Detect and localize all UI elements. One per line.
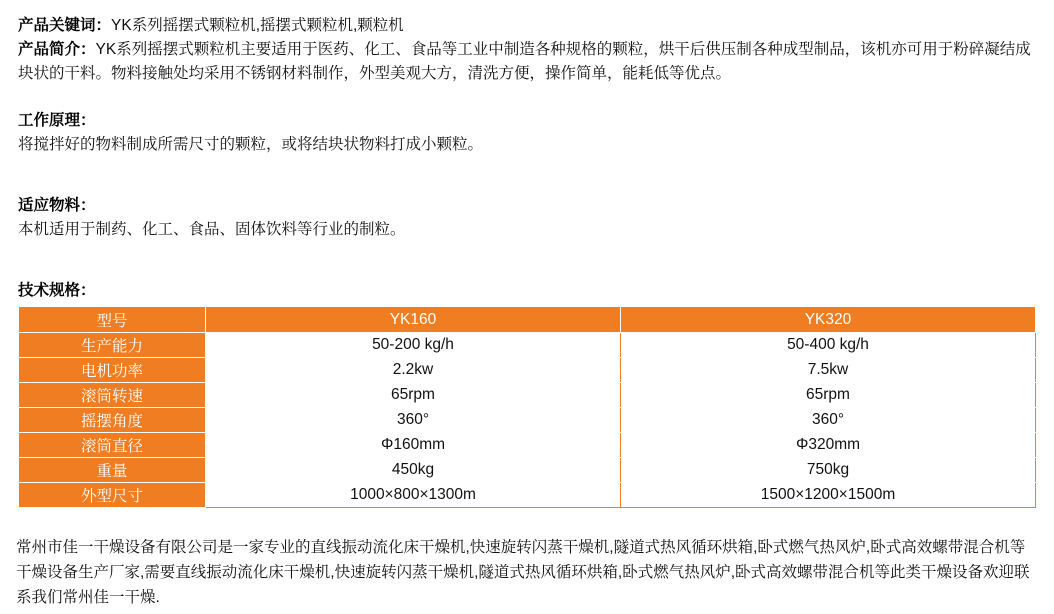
row-label: 滚筒转速 xyxy=(19,383,206,408)
row-value-yk320: 65rpm xyxy=(621,383,1036,408)
intro-value: YK系列摇摆式颗粒机主要适用于医药、化工、食品等工业中制造各种规格的颗粒，烘干后供压制各种成型制品，该机亦可用于粉碎凝结成块状的干料。物料接触处均采用不锈钢材料制作，外型美观大方，清洗方便，操作简单，能耗低等优点。 xyxy=(18,41,1031,83)
specs-table xyxy=(18,306,1036,508)
keywords-value: YK系列摇摆式颗粒机,摇摆式颗粒机,颗粒机 xyxy=(111,17,404,34)
table-row xyxy=(19,383,1036,408)
row-label: 滚筒直径 xyxy=(19,433,206,458)
header-cell-model: 型号 xyxy=(19,307,206,333)
spacer xyxy=(0,157,1054,179)
company-footer-text: 常州市佳一干燥设备有限公司是一家专业的直线振动流化床干燥机,快速旋转闪蒸干燥机,隧道式热风循环烘箱,卧式燃气热风炉,卧式高效螺带混合机等干燥设备生产厂家,需要直线振动流化床干燥机,快速旋转闪蒸干燥机,隧道式热风循环烘箱,卧式燃气热风炉,卧式高效螺带混合机等此类干燥设备欢迎联系我们常州佳一干燥. xyxy=(16,539,1030,606)
materials-text: 本机适用于制药、化工、食品、固体饮料等行业的制粒。 xyxy=(18,221,406,239)
row-value-yk160: 1000×800×1300m xyxy=(206,483,621,508)
table-header-row xyxy=(19,307,1036,333)
spacer xyxy=(0,86,1054,108)
row-value-yk320: 1500×1200×1500m xyxy=(621,483,1036,508)
specs-title: 技术规格： xyxy=(18,282,96,300)
row-label: 电机功率 xyxy=(19,358,206,383)
principle-text: 将搅拌好的物料制成所需尺寸的颗粒，或将结块状物料打成小颗粒。 xyxy=(18,136,484,154)
spacer xyxy=(0,179,1054,193)
materials-title: 适应物料： xyxy=(18,197,96,215)
row-value-yk320: 750kg xyxy=(621,458,1036,483)
table-row xyxy=(19,433,1036,458)
header-cell-yk320: YK320 xyxy=(621,307,1036,333)
row-value-yk320: 360° xyxy=(621,408,1036,433)
table-row xyxy=(19,358,1036,383)
row-value-yk320: 7.5kw xyxy=(621,358,1036,383)
row-value-yk320: Φ320mm xyxy=(621,433,1036,458)
table-row xyxy=(19,458,1036,483)
row-value-yk160: 450kg xyxy=(206,458,621,483)
specs-section-title-wrap xyxy=(0,278,1054,300)
row-value-yk160: 50-200 kg/h xyxy=(206,333,621,358)
spacer xyxy=(0,264,1054,278)
intro-label: 产品简介： xyxy=(18,41,96,59)
table-row xyxy=(19,408,1036,433)
row-value-yk160: Φ160mm xyxy=(206,433,621,458)
table-row xyxy=(19,333,1036,358)
row-value-yk160: 2.2kw xyxy=(206,358,621,383)
principle-section xyxy=(0,108,1054,157)
row-value-yk320: 50-400 kg/h xyxy=(621,333,1036,358)
row-label: 重量 xyxy=(19,458,206,483)
principle-title: 工作原理： xyxy=(18,112,96,130)
header-cell-yk160: YK160 xyxy=(206,307,621,333)
row-label: 外型尺寸 xyxy=(19,483,206,508)
spacer xyxy=(0,508,1054,530)
spacer xyxy=(0,242,1054,264)
row-value-yk160: 360° xyxy=(206,408,621,433)
keywords-label: 产品关键词： xyxy=(18,17,112,34)
materials-section xyxy=(0,193,1054,242)
table-row xyxy=(19,483,1036,508)
row-value-yk160: 65rpm xyxy=(206,383,621,408)
keywords-paragraph xyxy=(0,0,1054,38)
intro-paragraph xyxy=(0,38,1054,86)
row-label: 摇摆角度 xyxy=(19,408,206,433)
row-label: 生产能力 xyxy=(19,333,206,358)
